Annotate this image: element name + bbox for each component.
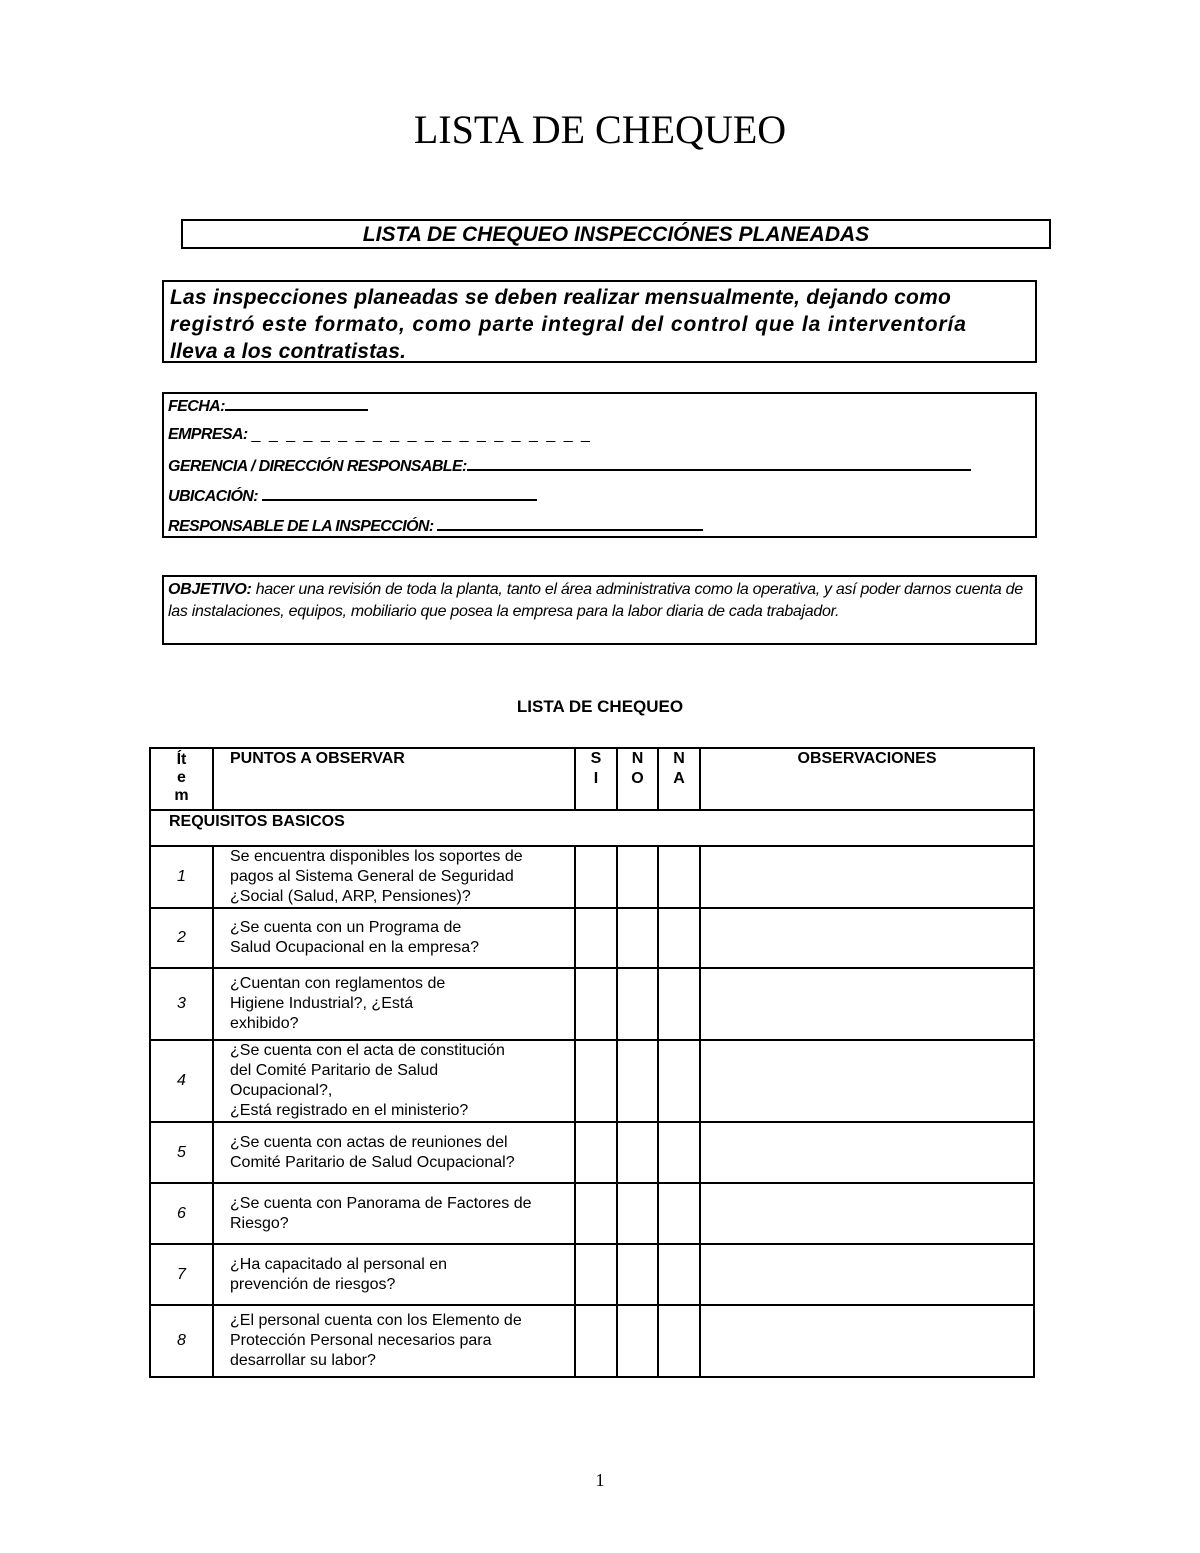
observations-cell[interactable] <box>700 1040 1034 1122</box>
observations-header: OBSERVACIONES <box>700 748 1034 810</box>
question-line: ¿Se cuenta con el acta de constitución <box>230 1042 505 1059</box>
question-cell <box>213 1183 575 1244</box>
checklist-rows <box>150 846 1034 1377</box>
table-row <box>150 846 1034 908</box>
item-number: 7 <box>150 1244 213 1305</box>
observations-cell[interactable] <box>700 1305 1034 1377</box>
no-header-line: N <box>631 750 644 767</box>
question-line: ¿Ha capacitado al personal en <box>230 1255 448 1273</box>
item-header-line: m <box>174 787 189 804</box>
item-number: 3 <box>150 968 213 1040</box>
intro-line: Las inspecciones planeadas se deben realizar mensualmente, dejando como <box>170 286 951 309</box>
na-cell[interactable] <box>658 1183 700 1244</box>
table-header-row <box>150 748 1034 810</box>
no-cell[interactable] <box>617 908 658 968</box>
question-line: ¿Se cuenta con actas de reuniones del <box>230 1133 508 1151</box>
question-cell <box>213 968 575 1040</box>
ubicacion-field <box>168 484 537 506</box>
observations-cell[interactable] <box>700 908 1034 968</box>
responsable-field <box>168 514 703 536</box>
table-row <box>150 1183 1034 1244</box>
checklist-table <box>149 747 1035 1378</box>
empresa-field <box>168 424 592 446</box>
intro-line: lleva a los contratistas. <box>170 340 407 363</box>
question-cell <box>213 1122 575 1183</box>
checklist-banner: LISTA DE CHEQUEO INSPECCIÓNES PLANEADAS <box>181 219 1051 249</box>
gerencia-field <box>168 454 971 476</box>
na-header-line: A <box>673 770 685 787</box>
na-cell[interactable] <box>658 1305 700 1377</box>
item-number: 1 <box>150 846 213 908</box>
table-row <box>150 968 1034 1040</box>
question-line: Salud Ocupacional en la empresa? <box>230 939 480 956</box>
empresa-line[interactable]: _ _ _ _ _ _ _ _ _ _ _ _ _ _ _ _ _ _ _ _ <box>251 426 592 443</box>
na-cell[interactable] <box>658 846 700 908</box>
na-header-line: N <box>673 750 685 767</box>
responsable-label: RESPONSABLE DE LA INSPECCIÓN: <box>168 518 434 535</box>
observations-cell[interactable] <box>700 1122 1034 1183</box>
question-line: exhibido? <box>230 1015 299 1032</box>
question-line: del Comité Paritario de Salud <box>230 1062 439 1079</box>
fecha-label: FECHA: <box>168 398 225 415</box>
page-number: 1 <box>595 1470 605 1490</box>
observations-cell[interactable] <box>700 968 1034 1040</box>
question-cell <box>213 846 575 908</box>
responsable-line[interactable] <box>437 514 703 531</box>
checklist-subtitle: LISTA DE CHEQUEO <box>516 697 684 716</box>
question-line: ¿Está registrado en el ministerio? <box>230 1102 469 1119</box>
na-cell[interactable] <box>658 968 700 1040</box>
objective-label: OBJETIVO: <box>168 581 252 598</box>
table-row <box>150 1305 1034 1377</box>
no-cell[interactable] <box>617 1122 658 1183</box>
no-cell[interactable] <box>617 1244 658 1305</box>
question-line: Higiene Industrial?, ¿Está <box>230 995 414 1012</box>
si-header-line: S <box>590 750 602 767</box>
page-title: LISTA DE CHEQUEO <box>413 107 787 152</box>
item-number: 8 <box>150 1305 213 1377</box>
item-number: 2 <box>150 908 213 968</box>
observations-cell[interactable] <box>700 1244 1034 1305</box>
no-header <box>617 748 658 810</box>
question-cell <box>213 908 575 968</box>
question-line: ¿Cuentan con reglamentos de <box>230 975 446 992</box>
question-line: Riesgo? <box>230 1214 289 1232</box>
na-cell[interactable] <box>658 1122 700 1183</box>
gerencia-label: GERENCIA / DIRECCIÓN RESPONSABLE: <box>168 458 467 475</box>
objective-box <box>162 575 1037 645</box>
question-line: Comité Paritario de Salud Ocupacional? <box>230 1153 515 1171</box>
section-row <box>150 810 1034 846</box>
section-title: REQUISITOS BASICOS <box>150 810 1034 846</box>
question-cell <box>213 1305 575 1377</box>
si-cell[interactable] <box>575 1183 617 1244</box>
table-row <box>150 1122 1034 1183</box>
question-line: prevención de riesgos? <box>230 1275 396 1293</box>
item-header <box>150 748 213 810</box>
no-cell[interactable] <box>617 968 658 1040</box>
no-cell[interactable] <box>617 846 658 908</box>
si-header <box>575 748 617 810</box>
objective-text: hacer una revisión de toda la planta, tanto el área administrativa como la operativa, y así poder darnos cuenta de las instalaciones, equipos, mobiliario que posea la empresa para la labor diaria de cada trabajador. <box>168 581 1023 620</box>
question-line: ¿El personal cuenta con los Elemento de <box>230 1312 522 1329</box>
si-header-line: I <box>593 770 599 787</box>
question-cell <box>213 1040 575 1122</box>
item-number: 4 <box>150 1040 213 1122</box>
si-cell[interactable] <box>575 1305 617 1377</box>
question-line: pagos al Sistema General de Seguridad <box>230 868 514 885</box>
question-line: ¿Social (Salud, ARP, Pensiones)? <box>230 888 471 905</box>
question-line: Se encuentra disponibles los soportes de <box>230 848 523 865</box>
si-cell[interactable] <box>575 908 617 968</box>
ubicacion-line[interactable] <box>262 484 537 501</box>
fecha-field <box>168 394 368 416</box>
item-header-line: Ít <box>176 751 187 768</box>
gerencia-line[interactable] <box>467 454 971 471</box>
question-cell <box>213 1244 575 1305</box>
si-cell[interactable] <box>575 1244 617 1305</box>
item-number: 5 <box>150 1122 213 1183</box>
table-row <box>150 1244 1034 1305</box>
no-header-line: O <box>631 770 644 787</box>
fecha-line[interactable] <box>225 394 368 411</box>
no-cell[interactable] <box>617 1040 658 1122</box>
item-number: 6 <box>150 1183 213 1244</box>
si-cell[interactable] <box>575 846 617 908</box>
si-cell[interactable] <box>575 968 617 1040</box>
table-row <box>150 1040 1034 1122</box>
item-header-line: e <box>177 769 186 786</box>
question-line: Ocupacional?, <box>230 1082 333 1099</box>
intro-line: registró este formato, como parte integral del control que la interventoría <box>170 313 967 336</box>
si-cell[interactable] <box>575 1040 617 1122</box>
question-line: Protección Personal necesarios para <box>230 1332 492 1349</box>
na-cell[interactable] <box>658 1244 700 1305</box>
observations-cell[interactable] <box>700 846 1034 908</box>
question-line: ¿Se cuenta con Panorama de Factores de <box>230 1194 532 1212</box>
points-header: PUNTOS A OBSERVAR <box>213 748 575 810</box>
na-header <box>658 748 700 810</box>
si-cell[interactable] <box>575 1122 617 1183</box>
question-line: ¿Se cuenta con un Programa de <box>230 919 462 936</box>
ubicacion-label: UBICACIÓN: <box>168 488 258 505</box>
question-line: desarrollar su labor? <box>230 1352 376 1369</box>
observations-cell[interactable] <box>700 1183 1034 1244</box>
no-cell[interactable] <box>617 1305 658 1377</box>
na-cell[interactable] <box>658 908 700 968</box>
no-cell[interactable] <box>617 1183 658 1244</box>
intro-box <box>162 280 1037 363</box>
table-row <box>150 908 1034 968</box>
inspection-form <box>162 392 1037 538</box>
empresa-label: EMPRESA: <box>168 426 248 443</box>
na-cell[interactable] <box>658 1040 700 1122</box>
